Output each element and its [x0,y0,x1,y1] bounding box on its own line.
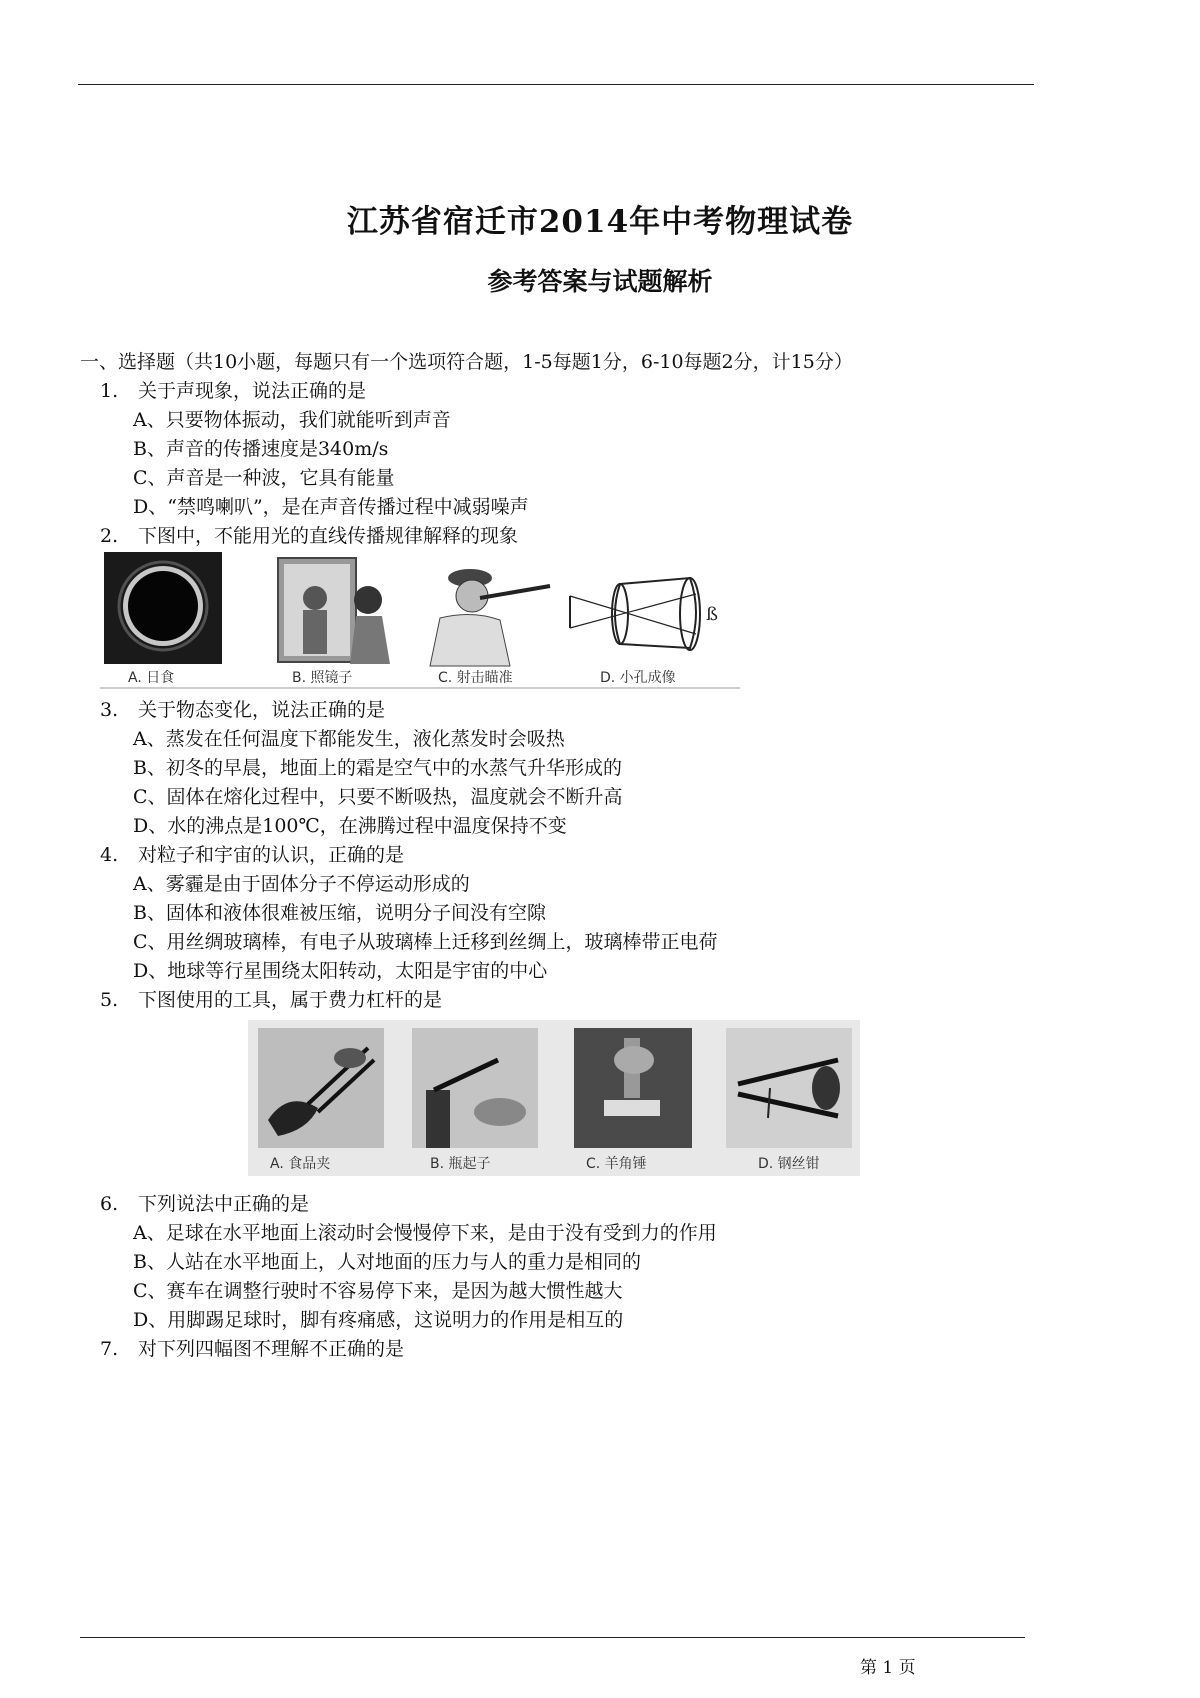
question-text: 对粒子和宇宙的认识，正确的是 [138,844,405,866]
question-text: 关于声现象，说法正确的是 [138,380,367,402]
question-number: 4. [100,844,119,866]
pliers-image [726,1028,852,1148]
option-b: B、人站在水平地面上，人对地面的压力与人的重力是相同的 [133,1251,641,1273]
section-heading: 一、选择题（共10小题，每题只有一个选项符合题，1-5每题1分，6-10每题2分，计15分） [80,351,853,373]
footer-rule [80,1637,1025,1638]
option-b: B、声音的传播速度是340m/s [133,438,389,460]
question-number: 3. [100,699,119,721]
question-number: 2. [100,525,119,547]
caption-a: A. 食品夹 [270,1156,331,1172]
question-text: 对下列四幅图不理解不正确的是 [138,1338,405,1360]
caption-c: C. 射击瞄准 [438,670,513,686]
page-title: 江苏省宿迁市2014年中考物理试卷 [346,204,854,240]
shooting-image [430,569,550,666]
question-number: 5. [100,989,119,1011]
caption-b: B. 照镜子 [292,670,353,686]
caption-d: D. 小孔成像 [600,670,676,686]
option-a: A、足球在水平地面上滚动时会慢慢停下来，是由于没有受到力的作用 [133,1222,717,1244]
question-text: 关于物态变化，说法正确的是 [138,699,386,721]
option-c: C、声音是一种波，它具有能量 [133,467,395,489]
caption-d: D. 钢丝钳 [758,1156,820,1172]
question-2-stem [100,521,518,548]
caption-a: A. 日食 [128,670,175,686]
option-a: A、只要物体振动，我们就能听到声音 [133,409,451,431]
option-d: D、用脚踢足球时，脚有疼痛感，这说明力的作用是相互的 [133,1309,624,1331]
caption-c: C. 羊角锤 [586,1156,647,1172]
question-3-stem [100,695,385,722]
caption-b: B. 瓶起子 [430,1156,491,1172]
question-7-stem [100,1334,404,1361]
question-text: 下图使用的工具，属于费力杠杆的是 [138,989,443,1011]
pinhole-camera-image [570,578,718,650]
question-5-stem [100,985,442,1012]
option-b: B、初冬的早晨，地面上的霜是空气中的水蒸气升华形成的 [133,757,622,779]
question-text: 下图中，不能用光的直线传播规律解释的现象 [138,525,519,547]
svg-text:ß: ß [706,604,719,625]
food-tongs-image [258,1028,384,1148]
question-number: 7. [100,1338,119,1360]
option-b: B、固体和液体很难被压缩，说明分子间没有空隙 [133,902,546,924]
claw-hammer-image [574,1028,692,1148]
question-1-stem [100,376,366,403]
option-d: D、水的沸点是100℃，在沸腾过程中温度保持不变 [133,815,567,837]
option-d: D、“禁鸣喇叭”，是在声音传播过程中减弱噪声 [133,496,529,518]
page-number: 第 1 页 [860,1658,916,1678]
question-6-stem [100,1189,309,1216]
option-c: C、赛车在调整行驶时不容易停下来，是因为越大惯性越大 [133,1280,623,1302]
option-c: C、用丝绸玻璃棒，有电子从玻璃棒上迁移到丝绸上，玻璃棒带正电荷 [133,931,718,953]
question-number: 1. [100,380,119,402]
bottle-opener-image [412,1028,538,1148]
question-4-stem [100,840,404,867]
lever-tools-figure [248,1020,860,1176]
page-subtitle: 参考答案与试题解析 [487,267,713,296]
mirror-image [278,558,390,664]
option-d: D、地球等行星围绕太阳转动，太阳是宇宙的中心 [133,960,548,982]
option-c: C、固体在熔化过程中，只要不断吸热，温度就会不断升高 [133,786,623,808]
question-text: 下列说法中正确的是 [138,1193,310,1215]
solar-eclipse-image [104,552,222,664]
light-phenomena-figure [100,548,740,690]
option-a: A、蒸发在任何温度下都能发生，液化蒸发时会吸热 [133,728,565,750]
header-rule [78,84,1034,85]
option-a: A、雾霾是由于固体分子不停运动形成的 [133,873,470,895]
question-number: 6. [100,1193,119,1215]
